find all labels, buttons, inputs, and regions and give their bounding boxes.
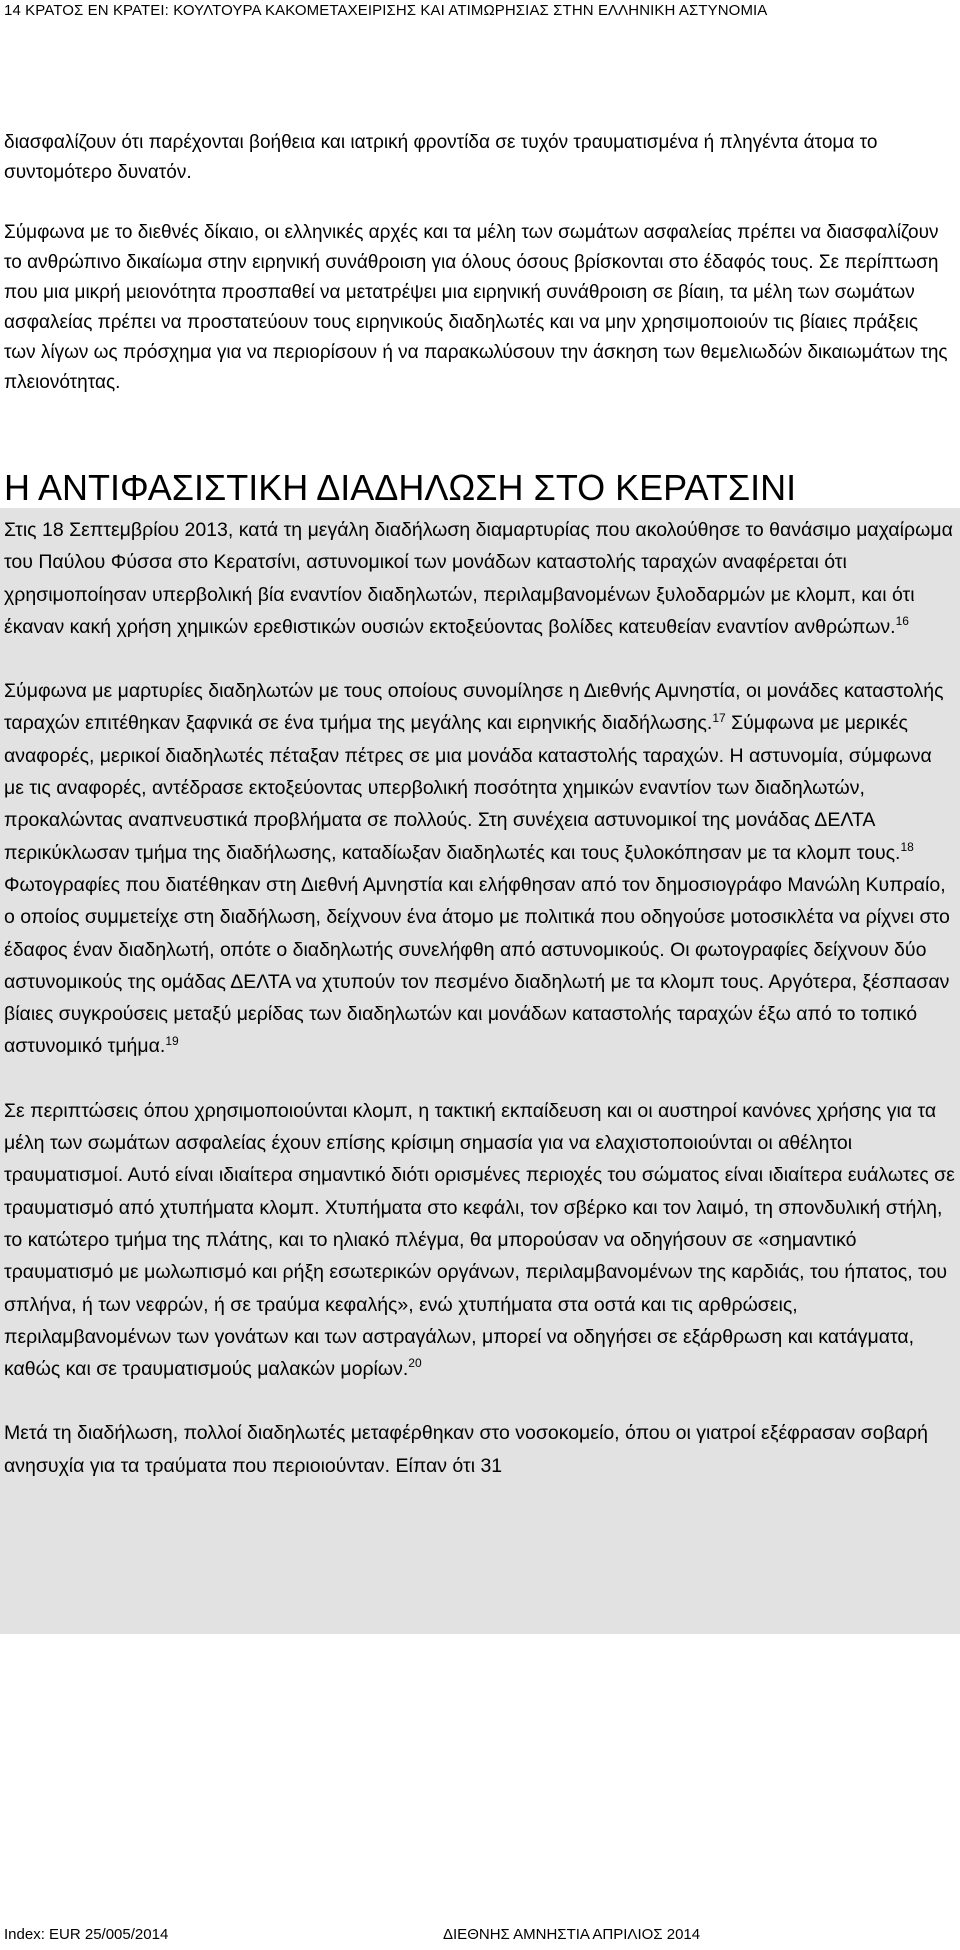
running-header: 14 ΚΡΑΤΟΣ ΕΝ ΚΡΑΤΕΙ: ΚΟΥΛΤΟΥΡΑ ΚΑΚΟΜΕΤΑΧΕΙΡΙΣΗΣ ΚΑΙ ΑΤΙΜΩΡΗΣΙΑΣ ΣΤΗΝ ΕΛΛΗΝΙΚΗ ΑΣΤΥΝΟΜΙΑ: [4, 2, 768, 19]
shaded-text-box: [0, 508, 960, 1634]
intro-text: [4, 128, 954, 398]
shaded-text: [4, 514, 956, 1482]
paragraph-text: Στις 18 Σεπτεμβρίου 2013, κατά τη μεγάλη διαδήλωση διαμαρτυρίας που ακολούθησε το θανάσιμο μαχαίρωμα του Παύλου Φύσσα στο Κερατσίνι, αστυνομικοί των μονάδων καταστολής ταραχών αναφέρεται ότι χρησιμοποίησαν υπερβολική βία εναντίον διαδηλωτών, περιλαμβανομένων ξυλοδαρμών με κλομπ, και ότι έκαναν κακή χρήση χημικών ερεθιστικών ουσιών εκτοξεύοντας βολίδες κατευθείαν εναντίον ανθρώπων.: [4, 519, 953, 638]
footnote-ref-18: 18: [900, 839, 914, 854]
intro-paragraph-1: διασφαλίζουν ότι παρέχονται βοήθεια και ιατρική φροντίδα σε τυχόν τραυματισμένα ή πληγέντα άτομα το συντομότερο δυνατόν.: [4, 132, 878, 183]
footnote-ref-17: 17: [712, 710, 726, 725]
section-paragraph-1: [4, 514, 956, 643]
section-paragraph-2: [4, 675, 956, 1063]
section-paragraph-3: [4, 1095, 956, 1386]
footnote-ref-19: 19: [165, 1033, 179, 1048]
footnote-ref-16: 16: [895, 614, 909, 629]
paragraph-text: Σύμφωνα με μερικές αναφορές, μερικοί διαδηλωτές πέταξαν πέτρες σε μια μονάδα καταστολής ταραχών. Η αστυνομία, σύμφωνα με τις αναφορές, αντέδρασε εκτοξεύοντας υπερβολική ποσότητα χημικών εναντίον των διαδηλωτών, προκαλώντας αναπνευστικά προβλήματα σε πολλούς. Στη συνέχεια αστυνομικοί της μονάδας ΔΕΛΤΑ περικύκλωσαν τμήμα της διαδήλωσης, καταδίωξαν διαδηλωτές και τους ξυλοκόπησαν με τα κλομπ τους.: [4, 712, 932, 864]
footer-index: Index: EUR 25/005/2014: [4, 1926, 169, 1943]
footer-org-date: ΔΙΕΘΝΗΣ ΑΜΝΗΣΤΙΑ ΑΠΡΙΛΙΟΣ 2014: [443, 1926, 701, 1943]
paragraph-text: Σύμφωνα με μαρτυρίες διαδηλωτών με τους οποίους συνομίλησε η Διεθνής Αμνηστία, οι μονάδες καταστολής ταραχών επιτέθηκαν ξαφνικά σε ένα τμήμα της μεγάλης και ειρηνικής διαδήλωσης.: [4, 680, 944, 735]
section-title: Η ΑΝΤΙΦΑΣΙΣΤΙΚΗ ΔΙΑΔΗΛΩΣΗ ΣΤΟ ΚΕΡΑΤΣΙΝΙ: [4, 467, 797, 508]
footnote-ref-20: 20: [408, 1356, 422, 1371]
intro-paragraph-2: Σύμφωνα με το διεθνές δίκαιο, οι ελληνικές αρχές και τα μέλη των σωμάτων ασφαλείας πρέπει να διασφαλίζουν το ανθρώπινο δικαίωμα στην ειρηνική συνάθροιση για όλους όσους βρίσκονται στο έδαφός τους. Σε περίπτωση που μια μικρή μειονότητα προσπαθεί να μετατρέψει μια ειρηνική συνάθροιση σε βίαιη, τα μέλη των σωμάτων ασφαλείας πρέπει να προστατεύουν τους ειρηνικούς διαδηλωτές και να μην χρησιμοποιούν τις βίαιες πράξεις των λίγων ως πρόσχημα για να περιορίσουν ή να παρακωλύσουν την άσκηση των θεμελιωδών δικαιωμάτων της πλειονότητας.: [4, 222, 948, 393]
paragraph-text: Σε περιπτώσεις όπου χρησιμοποιούνται κλομπ, η τακτική εκπαίδευση και οι αυστηροί κανόνες χρήσης για τα μέλη των σωμάτων ασφαλείας έχουν επίσης κρίσιμη σημασία για να ελαχιστοποιούνται οι αθέλητοι τραυματισμοί. Αυτό είναι ιδιαίτερα σημαντικό διότι ορισμένες περιοχές του σώματος είναι ιδιαίτερα ευάλωτες σε τραυματισμό από χτυπήματα κλομπ. Χτυπήματα στο κεφάλι, τον σβέρκο και τον λαιμό, τη σπονδυλική στήλη, το κατώτερο τμήμα της πλάτης, και το ηλιακό πλέγμα, θα μπορούσαν να οδηγήσουν σε «σημαντικό τραυματισμό με μωλωπισμό και ρήξη εσωτερικών οργάνων, περιλαμβανομένων της καρδιάς, του ήπατος, του σπλήνα, ή των νεφρών, ή σε τραύμα κεφαλής», ενώ χτυπήματα στα οστά και τις αρθρώσεις, περιλαμβανομένων των γονάτων και των αστραγάλων, μπορεί να οδηγήσει σε εξάρθρωση και κατάγματα, καθώς και σε τραυματισμούς μαλακών μορίων.: [4, 1099, 955, 1381]
paragraph-text: Φωτογραφίες που διατέθηκαν στη Διεθνή Αμνηστία και ελήφθησαν από τον δημοσιογράφο Μανώλη Κυπραίο, ο οποίος συμμετείχε στη διαδήλωση, δείχνουν ένα άτομο με πολιτικά που οδηγούσε μοτοσικλέτα να ρίχνει στο έδαφος έναν διαδηλωτή, οπότε ο διαδηλωτής συνελήφθη από αστυνομικούς. Οι φωτογραφίες δείχνουν δύο αστυνομικούς της ομάδας ΔΕΛΤΑ να χτυπούν τον πεσμένο διαδηλωτή με τα κλομπ τους. Αργότερα, ξέσπασαν βίαιες συγκρούσεις μεταξύ μερίδας των διαδηλωτών και μονάδων καταστολής ταραχών έξω από το τοπικό αστυνομικό τμήμα.: [4, 873, 950, 1058]
section-paragraph-4: Μετά τη διαδήλωση, πολλοί διαδηλωτές μεταφέρθηκαν στο νοσοκομείο, όπου οι γιατροί εξέφρασαν σοβαρή ανησυχία για τα τραύματα που περιοιούνταν. Είπαν ότι 31: [4, 1422, 928, 1477]
